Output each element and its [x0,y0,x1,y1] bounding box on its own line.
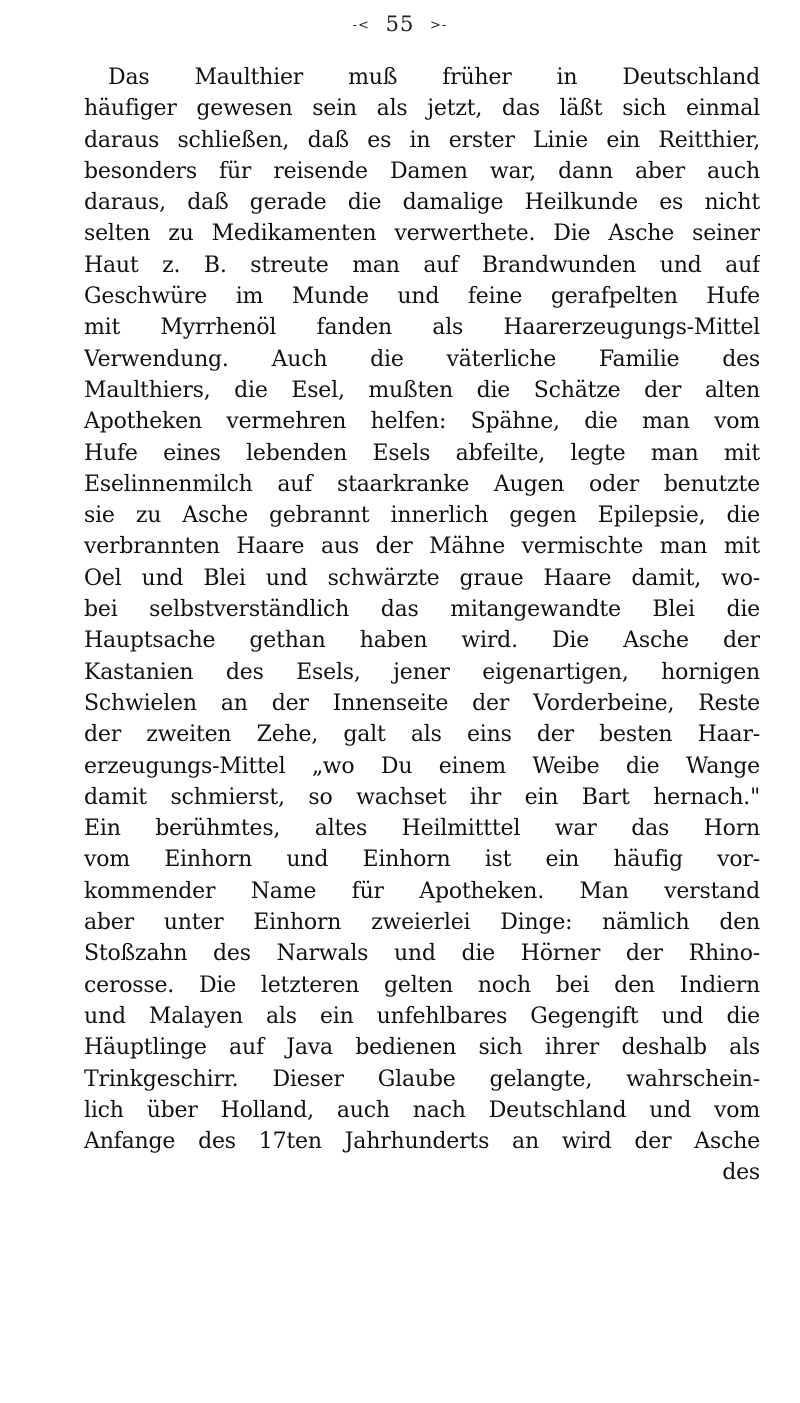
page-number: 55 [385,12,415,36]
text-line: besonders für reisende Damen war, dann aber auch [84,158,760,184]
text-line: Trinkgeschirr. Dieser Glaube gelangte, wahrschein- [84,1066,760,1092]
text-line: Schwielen an der Innenseite der Vorderbeine, Reste [84,690,760,716]
text-line: Hauptsache gethan haben wird. Die Asche der [84,628,760,654]
text-line: vom Einhorn und Einhorn ist ein häufig vor- [84,847,760,873]
text-line: Oel und Blei und schwärzte graue Haare damit, wo- [84,565,760,591]
text-line: erzeugungs-Mittel „wo Du einem Weibe die Wange [84,753,760,779]
text-line: selten zu Medikamenten verwerthete. Die Asche seiner [84,221,760,247]
text-line: verbrannten Haare aus der Mähne vermischte man mit [84,534,760,560]
text-line: mit Myrrhenöl fanden als Haarerzeugungs-Mittel [84,315,760,341]
text-line: daraus, daß gerade die damalige Heilkunde es nicht [84,190,760,216]
text-line: Geschwüre im Munde und feine gerafpelten Hufe [84,284,760,310]
text-line: lich über Holland, auch nach Deutschland und vom [84,1097,760,1123]
text-line: kommender Name für Apotheken. Man verstand [84,878,760,904]
text-line: der zweiten Zehe, galt als eins der besten Haar- [84,722,760,748]
text-line: Verwendung. Auch die väterliche Familie des [84,346,760,372]
catchword: des [722,1160,760,1186]
text-line: häufiger gewesen sein als jetzt, das läßt sich einmal [84,96,760,122]
text-line: Stoßzahn des Narwals und die Hörner der Rhino- [84,941,760,967]
text-line: Ein berühmtes, altes Heilmitttel war das Horn [84,816,760,842]
text-line: sie zu Asche gebrannt innerlich gegen Epilepsie, die [84,503,760,529]
text-line: daraus schließen, daß es in erster Linie ein Reitthier, [84,127,760,153]
text-line: Eselinnenmilch auf staarkranke Augen oder benutzte [84,471,760,497]
text-line: damit schmierst, so wachset ihr ein Bart hernach." [84,784,760,810]
text-line: Maulthiers, die Esel, mußten die Schätze der alten [84,377,760,403]
page-body [84,62,760,1189]
text-line: Haut z. B. streute man auf Brandwunden und auf [84,252,760,278]
text-line: Häuptlinge auf Java bedienen sich ihrer deshalb als [84,1035,760,1061]
text-line: Das Maulthier muß früher in Deutschland [108,65,760,90]
text-line: bei selbstverständlich das mitangewandte Blei die [84,597,760,623]
text-line: Hufe eines lebenden Esels abfeilte, legte man mit [84,440,760,466]
text-line: Kastanien des Esels, jener eigenartigen, hornigen [84,659,760,685]
text-line: aber unter Einhorn zweierlei Dinge: nämlich den [84,910,760,936]
text-line: und Malayen als ein unfehlbares Gegengift und die [84,1003,760,1029]
ornament-right: >- [430,18,448,33]
ornament-left: -< [352,18,370,33]
text-line: Anfange des 17ten Jahrhunderts an wird der Asche [84,1129,760,1155]
text-line: cerosse. Die letzteren gelten noch bei den Indiern [84,972,760,998]
text-line: Apotheken vermehren helfen: Spähne, die man vom [84,409,760,435]
page-header [0,12,800,36]
